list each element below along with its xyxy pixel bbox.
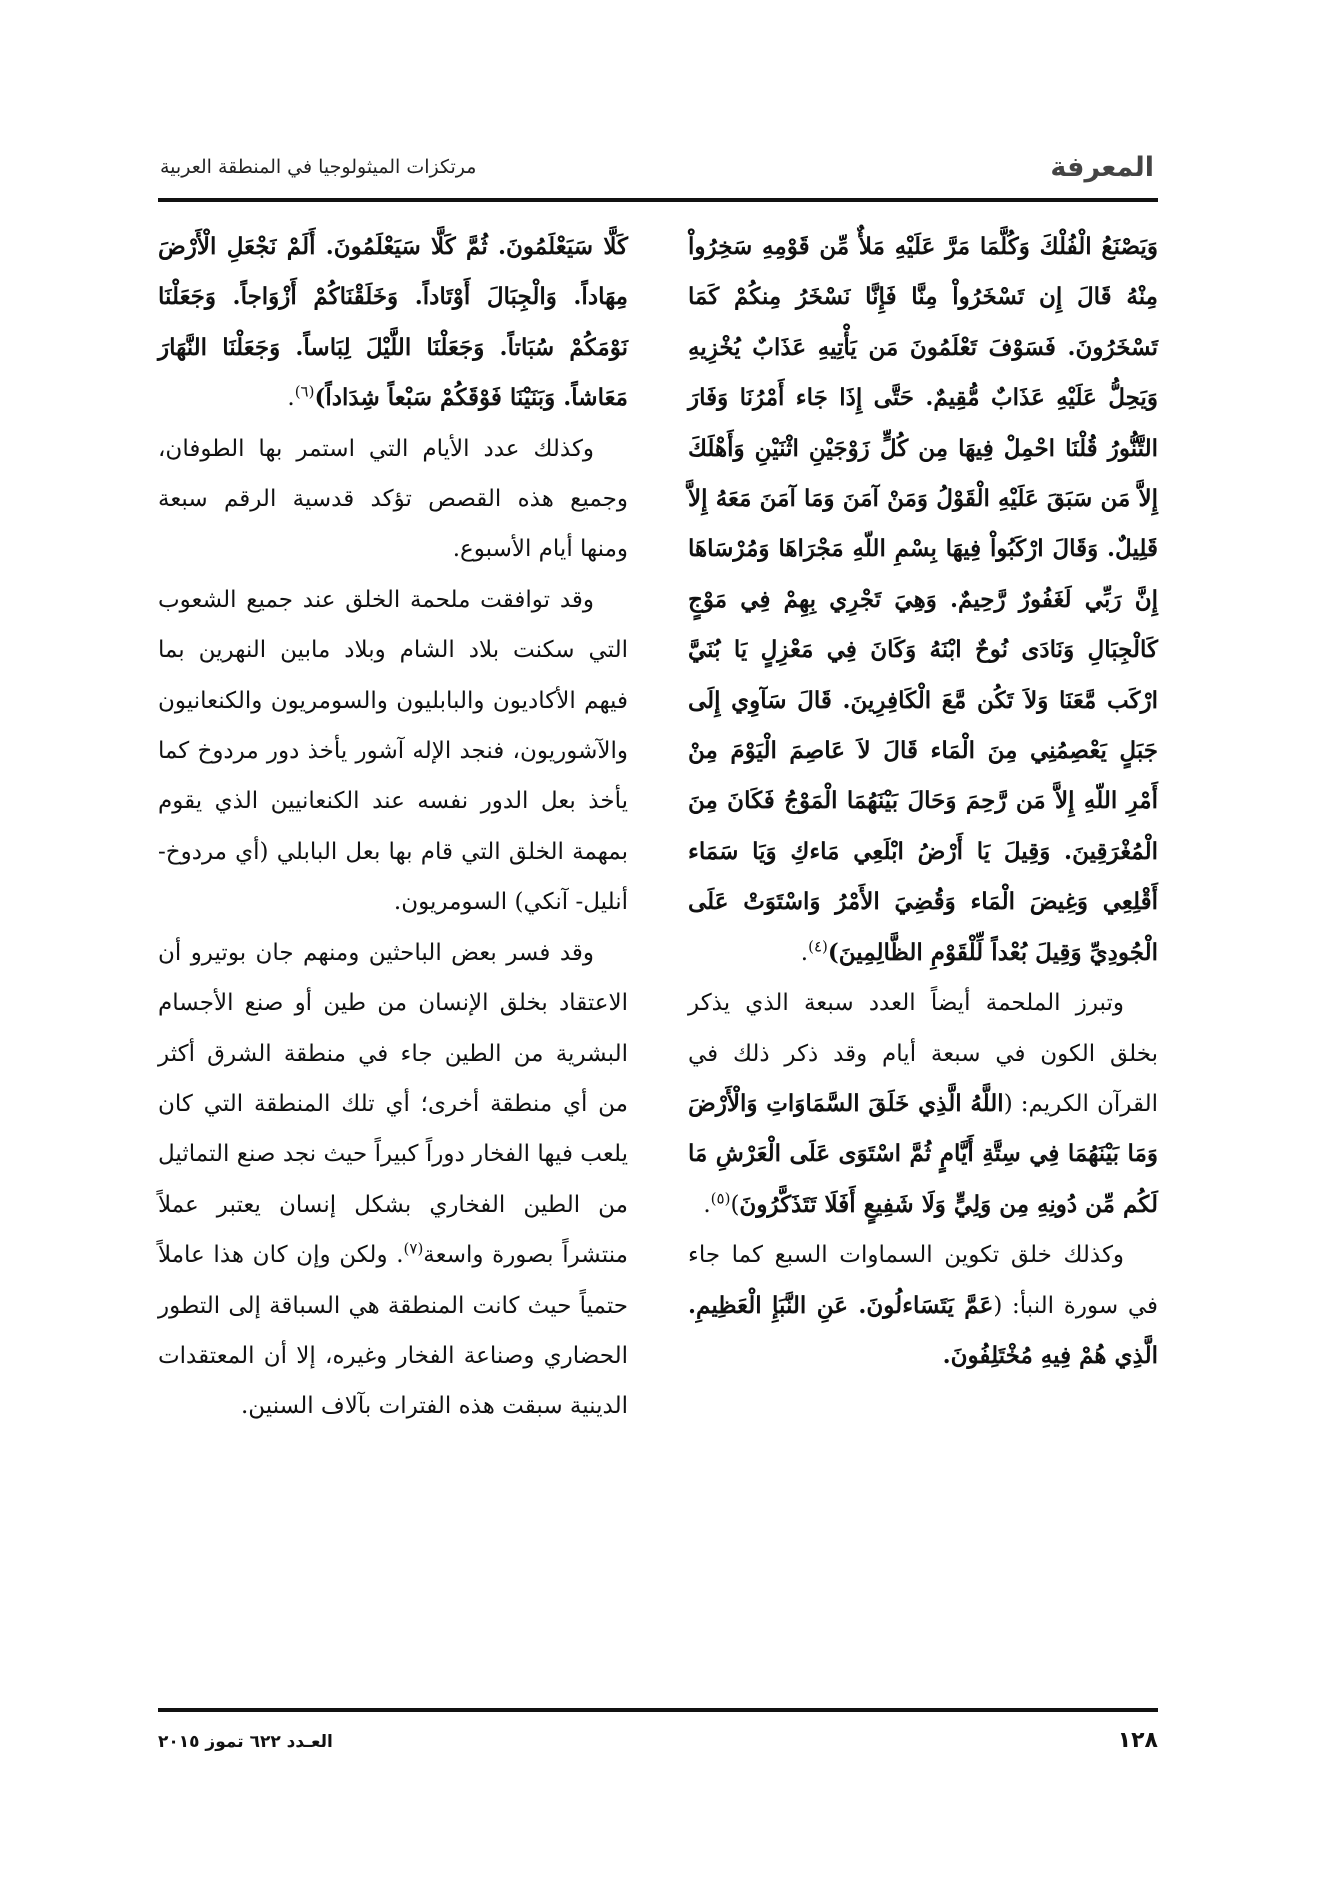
paragraph-text: وقد فسر بعض الباحثين ومنهم جان بوتيرو أن الاعتقاد بخلق الإنسان من طين أو صنع الأجسام البشرية من الطين جاء في منطقة الشرق أكثر من أي منطقة أخرى؛ أي تلك المنطقة التي كان يلعب فيها الفخار دوراً كبيراً حيث نجد صنع التماثيل من الطين الفخاري بشكل إنسان يعتبر عملاً منتشراً بصورة واسعة [158,939,628,1269]
punctuation: . [800,939,809,966]
paragraph [158,928,628,1432]
paragraph: وكذلك عدد الأيام التي استمر بها الطوفان، وجميع هذه القصص تؤكد قدسية الرقم سبعة ومنها أيام الأسبوع. [158,435,628,563]
page-footer [158,1726,1158,1766]
footnote-marker: (٤) [808,937,828,956]
footnote-marker: (٦) [294,382,315,401]
quran-verse: وَيَصْنَعُ الْفُلْكَ وَكُلَّمَا مَرَّ عَلَيْهِ مَلأٌ مِّن قَوْمِهِ سَخِرُواْ مِنْهُ قَالَ إِن تَسْخَرُواْ مِنَّا فَإِنَّا نَسْخَرُ مِنكُمْ كَمَا تَسْخَرُونَ. فَسَوْفَ تَعْلَمُونَ مَن يَأْتِيهِ عَذَابٌ يُخْزِيهِ وَيَحِلُّ عَلَيْهِ عَذَابٌ مُّقِيمٌ. حَتَّى إِذَا جَاء أَمْرُنَا وَفَارَ التَّنُّورُ قُلْنَا احْمِلْ فِيهَا مِن كُلٍّ زَوْجَيْنِ اثْنَيْنِ وَأَهْلَكَ إِلاَّ مَن سَبَقَ عَلَيْهِ الْقَوْلُ وَمَنْ آمَنَ وَمَا آمَنَ مَعَهُ إِلاَّ قَلِيلٌ. وَقَالَ ارْكَبُواْ فِيهَا بِسْمِ اللّهِ مَجْرَاهَا وَمُرْسَاهَا إِنَّ رَبِّي لَغَفُورٌ رَّحِيمٌ. وَهِيَ تَجْرِي بِهِمْ فِي مَوْجٍ كَالْجِبَالِ وَنَادَى نُوحٌ ابْنَهُ وَكَانَ فِي مَعْزِلٍ يَا بُنَيَّ ارْكَب مَّعَنَا وَلاَ تَكُن مَّعَ الْكَافِرِينَ. قَالَ سَآوِي إِلَى جَبَلٍ يَعْصِمُنِي مِنَ الْمَاء قَالَ لاَ عَاصِمَ الْيَوْمَ مِنْ أَمْرِ اللّهِ إِلاَّ مَن رَّحِمَ وَحَالَ بَيْنَهُمَا الْمَوْجُ فَكَانَ مِنَ الْمُغْرَقِينَ. وَقِيلَ يَا أَرْضُ ابْلَعِي مَاءكِ وَيَا سَمَاء أَقْلِعِي وَغِيضَ الْمَاء وَقُضِيَ الأَمْرُ وَاسْتَوَتْ عَلَى الْجُودِيِّ وَقِيلَ بُعْداً لِّلْقَوْمِ الظَّالِمِينَ) [688,233,1158,966]
paragraph [688,978,1158,1230]
paragraph [688,1230,1158,1381]
quran-verse: كَلَّا سَيَعْلَمُونَ. ثُمَّ كَلَّا سَيَعْلَمُونَ. أَلَمْ نَجْعَلِ الْأَرْضَ مِهَاداً. وَالْجِبَالَ أَوْتَاداً. وَخَلَقْنَاكُمْ أَزْوَاجاً. وَجَعَلْنَا نَوْمَكُمْ سُبَاتاً. وَجَعَلْنَا اللَّيْلَ لِبَاساً. وَجَعَلْنَا النَّهَارَ مَعَاشاً. وَبَنَيْنَا فَوْقَكُمْ سَبْعاً شِدَاداً) [158,233,628,412]
punctuation: . [703,1191,711,1218]
page-number: ١٢٨ [1117,1728,1158,1753]
page-header [158,148,1158,190]
magazine-logo: المعرفة [1050,152,1154,183]
quran-verse: عَمَّ يَتَسَاءلُونَ. عَنِ النَّبَإِ الْعَظِيمِ. الَّذِي هُمْ فِيهِ مُخْتَلِفُونَ. [688,1291,1158,1369]
header-rule [158,198,1158,202]
paragraph [158,222,628,424]
punctuation: ) [730,1191,740,1218]
paragraph [688,222,1158,978]
footnote-marker: (٧) [403,1239,424,1258]
running-title: مرتكزات الميثولوجيا في المنطقة العربية [160,156,477,178]
footer-rule [158,1708,1158,1712]
paragraph-text: وتبرز الملحمة أيضاً العدد سبعة الذي يذكر بخلق الكون في سبعة أيام وقد ذكر ذلك في القرآن الكريم: ( [688,990,1158,1117]
paragraph-text: . ولكن وإن كان هذا عاملاً حتمياً حيث كانت المنطقة هي السباقة إلى التطور الحضاري وصناعة الفخار وغيره، إلا أن المعتقدات الدينية سبقت هذه الفترات بآلاف السنين. [158,1242,628,1420]
right-column [688,222,1158,1381]
footnote-marker: (٥) [710,1189,731,1208]
quran-verse: اللَّهُ الَّذِي خَلَقَ السَّمَاوَاتِ وَالْأَرْضَ وَمَا بَيْنَهُمَا فِي سِتَّةِ أَيَّامٍ ثُمَّ اسْتَوَى عَلَى الْعَرْشِ مَا لَكُم مِّن دُونِهِ مِن وَلِيٍّ وَلَا شَفِيعٍ أَفَلَا تَتَذَكَّرُونَ [688,1089,1158,1218]
paragraph: وقد توافقت ملحمة الخلق عند جميع الشعوب التي سكنت بلاد الشام وبلاد مابين النهرين بما فيهم الأكاديون والبابليون والسومريون والكنعانيون والآشوريون، فنجد الإله آشور يأخذ دور مردوخ كما يأخذ بعل الدور نفسه عند الكنعانيين الذي يقوم بمهمة الخلق التي قام بها بعل البابلي (أي مردوخ- أنليل- آنكي) السومريون. [158,586,628,916]
punctuation: . [287,385,295,412]
left-column [158,222,628,1432]
paragraph-text: وكذلك خلق تكوين السماوات السبع كما جاء في سورة النبأ: ( [688,1242,1158,1319]
issue-info: العـدد ٦٢٢ تموز ٢٠١٥ [158,1732,333,1752]
